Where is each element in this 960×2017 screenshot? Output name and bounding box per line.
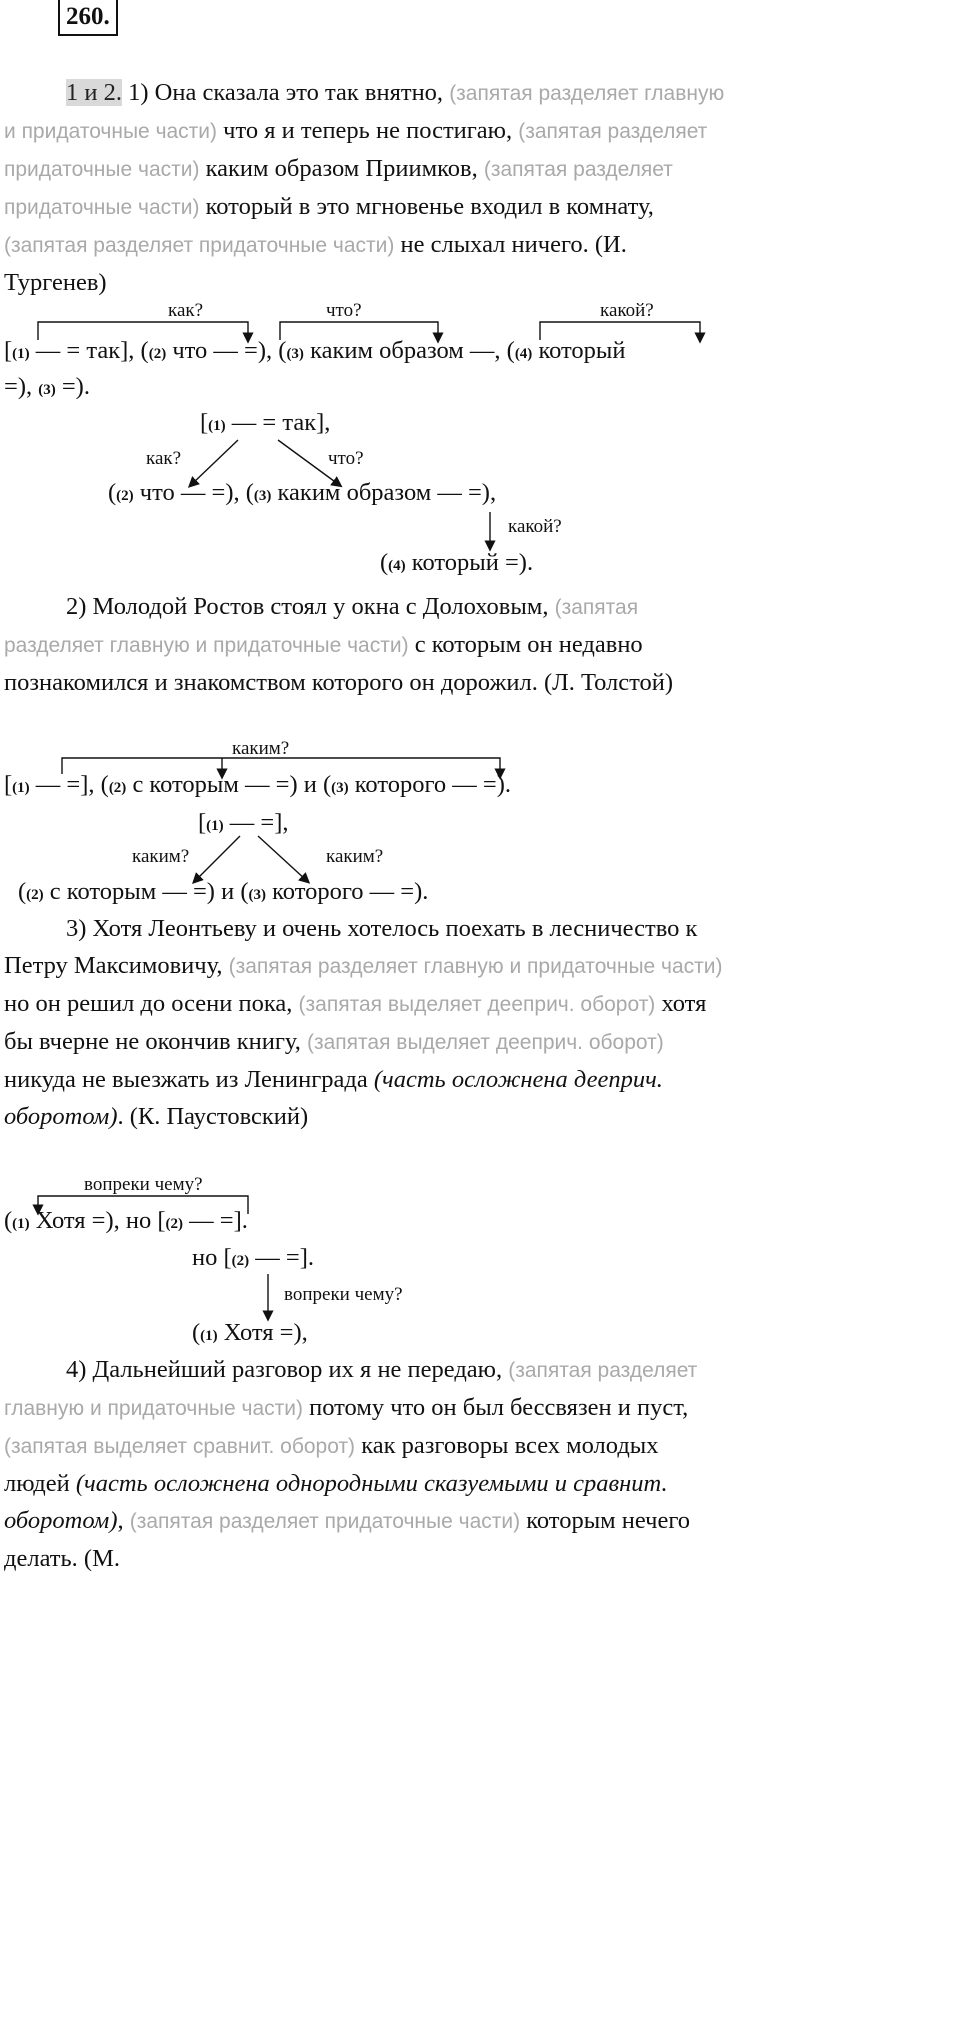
- sentence-text: каким образом Приимков,: [205, 155, 478, 182]
- bracket-arrow: [280, 322, 438, 340]
- sentence-text: 3) Хотя Леонтьеву и очень хотелось поехать в лесничество к Петру Максимовичу,: [4, 915, 698, 979]
- question-label: как?: [146, 448, 182, 469]
- task-number: 260.: [58, 0, 118, 36]
- italic-note: (часть осложнена дееприч. оборотом): [4, 1066, 663, 1130]
- bracket-arrow: [540, 322, 700, 340]
- scheme-line: =), (3) =).: [4, 373, 90, 400]
- sentence-text: но он решил до осени пока,: [4, 990, 293, 1017]
- subordinate-row: ((2) что — =), ((3) каким образом — =),: [108, 479, 497, 506]
- sentence-text: ,: [117, 1507, 124, 1534]
- scheme-line: [(1) — =], ((2) с которым — =) и ((3) которого — =).: [4, 771, 512, 798]
- question-label: каким?: [132, 846, 190, 867]
- sentence-text: которым нечего делать. (М.: [4, 1507, 691, 1572]
- sentence-text: который в это мгновенье входил в комнату,: [205, 193, 654, 220]
- punctuation-note: (запятая разделяет придаточные части): [4, 158, 673, 219]
- question-label: что?: [326, 300, 362, 321]
- question-label: каким?: [326, 846, 384, 867]
- bracket-arrow: [38, 322, 248, 340]
- subordinate-clause: ((4) который =).: [380, 549, 534, 576]
- subordinate-row: ((2) с которым — =) и ((3) которого — =).: [18, 878, 429, 905]
- sentence-text: хотя бы вчерне не окончив книгу,: [4, 990, 707, 1055]
- main-clause: [(1) — =],: [198, 809, 289, 836]
- subordinate-clause: ((1) Хотя =),: [192, 1319, 308, 1346]
- punctuation-note: (запятая разделяет придаточные части): [4, 234, 395, 257]
- italic-note: (часть осложнена однородными сказуемыми и сравнит. оборотом): [4, 1470, 668, 1534]
- sentence-text: 2) Молодой Ростов стоял у окна с Долоховым,: [66, 593, 549, 620]
- sentence-text: никуда не выезжать из Ленинграда: [4, 1066, 368, 1093]
- scheme-line: [(1) — = так], ((2) что — =), ((3) каким образом —, ((4) который: [4, 337, 626, 364]
- sentence-text: что я и теперь не постигаю,: [223, 117, 513, 144]
- punctuation-note: (запятая разделяет главную и придаточные части): [4, 1359, 698, 1420]
- punctuation-note: (запятая выделяет сравнит. оборот): [4, 1435, 356, 1458]
- item-label: 1 и 2.: [66, 79, 122, 106]
- main-clause: [(1) — = так],: [200, 409, 331, 436]
- punctuation-note: (запятая разделяет придаточные части): [129, 1510, 521, 1533]
- question-label: вопреки чему?: [84, 1174, 203, 1195]
- question-label: какой?: [600, 300, 654, 321]
- question-label: какой?: [508, 516, 562, 537]
- main-clause: но [(2) — =].: [192, 1244, 315, 1271]
- punctuation-note: (запятая разделяет главную и придаточные части): [228, 955, 723, 978]
- question-label: что?: [328, 448, 364, 469]
- punctuation-note: (запятая разделяет главную и придаточные части): [4, 596, 639, 657]
- question-label: вопреки чему?: [284, 1284, 403, 1305]
- question-label: как?: [168, 300, 204, 321]
- sentence-text: 4) Дальнейший разговор их я не передаю,: [66, 1356, 503, 1383]
- arrow: [192, 440, 238, 484]
- bracket-arrow: [62, 758, 500, 774]
- bracket-arrow: [38, 1196, 248, 1214]
- question-label: каким?: [232, 738, 290, 759]
- sentence-text: не слыхал ничего. (И. Тургенев): [4, 231, 627, 296]
- sentence-text: потому что он был бессвязен и пуст,: [309, 1394, 689, 1421]
- punctuation-note: (запятая разделяет придаточные части): [4, 120, 708, 181]
- punctuation-note: (запятая разделяет главную и придаточные части): [4, 82, 725, 143]
- sentence-text: как разговоры всех молодых людей: [4, 1432, 659, 1497]
- arrow: [196, 836, 240, 880]
- scheme-line: ((1) Хотя =), но [(2) — =].: [4, 1207, 248, 1234]
- punctuation-note: (запятая выделяет дееприч. оборот): [298, 993, 656, 1016]
- sentence-text: с которым он недавно познакомился и знакомством которого он дорожил. (Л. Толстой): [4, 631, 674, 696]
- arrow: [278, 440, 338, 484]
- sentence-text: . (К. Паустовский): [117, 1103, 309, 1130]
- arrow: [258, 836, 306, 880]
- punctuation-note: (запятая выделяет дееприч. оборот): [306, 1031, 664, 1054]
- sentence-text: 1) Она сказала это так внятно,: [128, 79, 444, 106]
